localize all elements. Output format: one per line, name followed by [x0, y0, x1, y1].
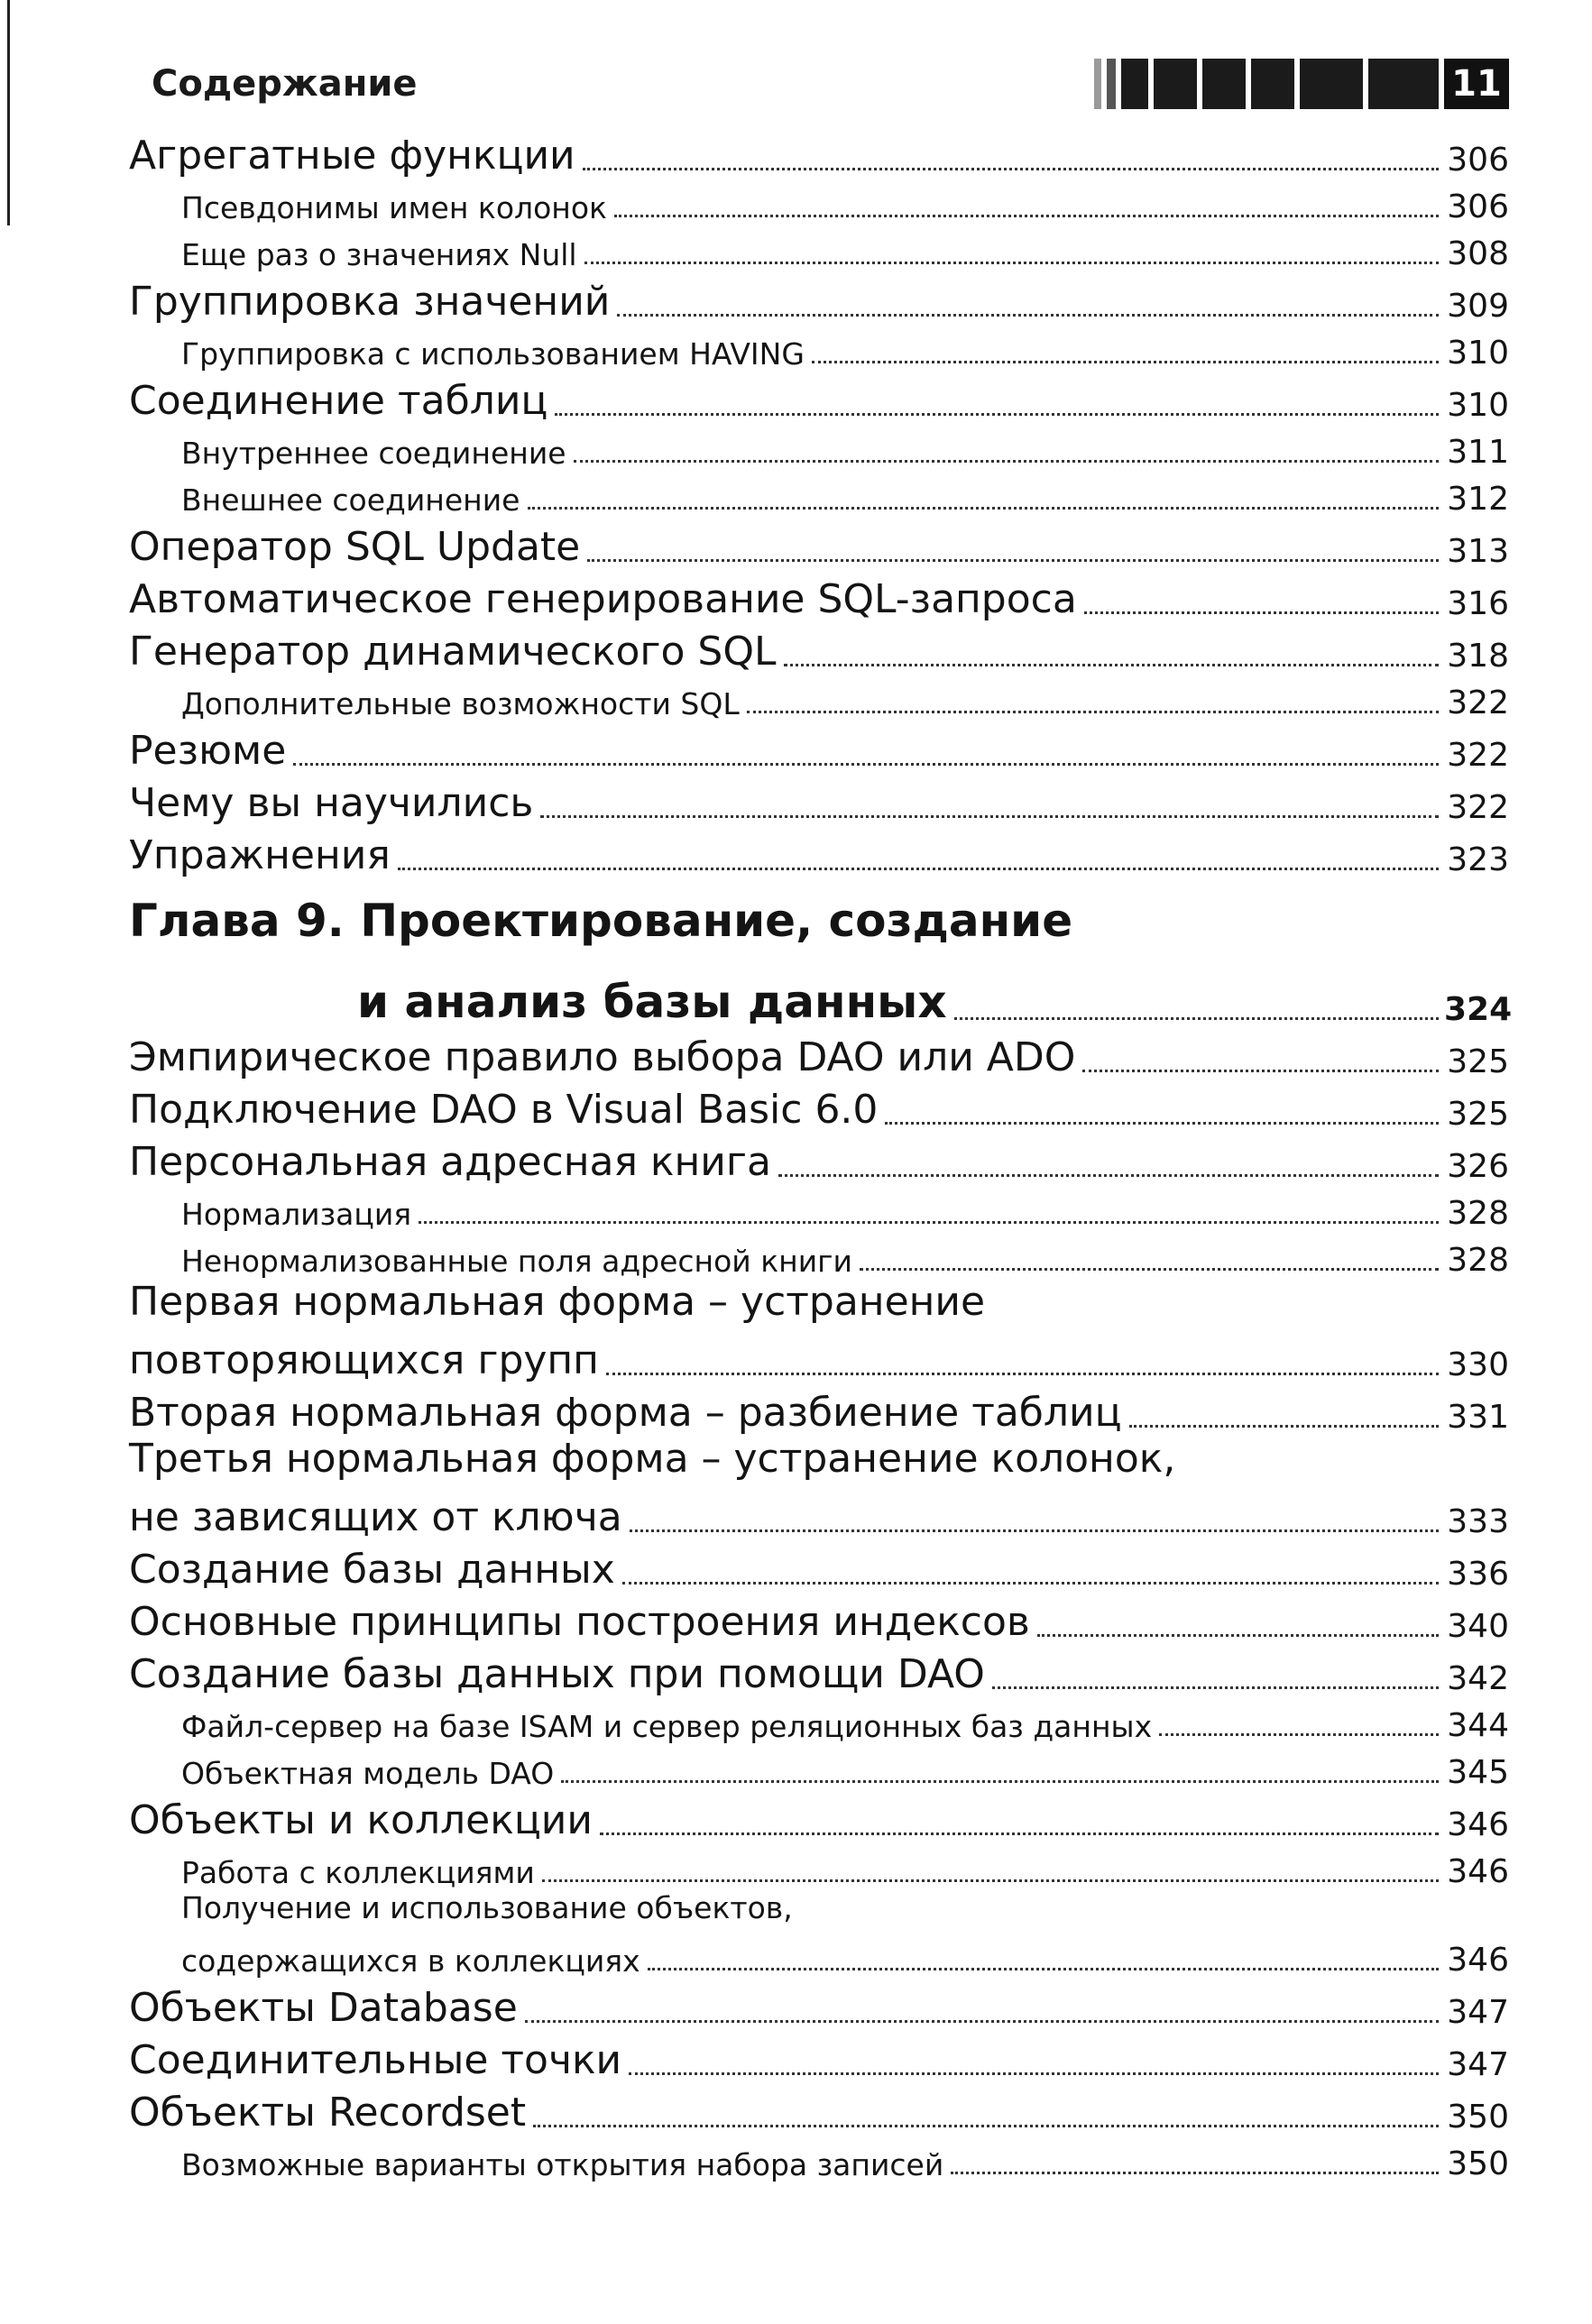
toc-entry	[129, 1080, 1509, 1133]
toc-entry-wrapped-last-line	[129, 1932, 1509, 1979]
entry-title: Вторая нормальная форма – разбиение таблиц	[129, 1390, 1122, 1436]
entry-page: 306	[1447, 142, 1509, 179]
leader-dots	[398, 867, 1439, 870]
running-head-title: Содержание	[152, 63, 418, 105]
entry-page: 342	[1447, 1660, 1509, 1697]
leader-dots	[648, 1967, 1439, 1970]
leader-dots	[561, 1779, 1439, 1783]
entry-title: Объекты Database	[129, 1985, 518, 2031]
entry-page: 322	[1447, 684, 1509, 721]
toc-entry	[129, 2083, 1509, 2136]
leader-dots	[630, 1529, 1439, 1532]
leader-dots	[885, 1121, 1439, 1125]
toc-entry	[129, 424, 1509, 471]
toc-entry	[129, 1744, 1509, 1791]
scan-edge-line	[7, 0, 10, 225]
leader-dots	[533, 2124, 1439, 2127]
entry-title: Ненормализованные поля адресной книги	[181, 1244, 852, 1279]
toc-entry-wrapped-last-line	[129, 1331, 1509, 1383]
entry-title: Чему вы научились	[129, 780, 534, 826]
leader-dots	[419, 1220, 1439, 1224]
leader-dots	[617, 313, 1439, 317]
leader-dots	[528, 506, 1440, 510]
chapter-title-line-2: и анализ базы данных	[357, 976, 947, 1028]
entry-page: 308	[1447, 235, 1509, 272]
leader-dots	[525, 2019, 1439, 2023]
entry-title: Эмпирическое правило выбора DAO или ADO	[129, 1034, 1076, 1080]
bar-segment	[1094, 59, 1101, 109]
leader-dots	[812, 360, 1439, 363]
toc-entry	[129, 570, 1509, 622]
entry-title: Резюме	[129, 728, 287, 774]
entry-page: 336	[1447, 1556, 1509, 1593]
entry-page: 350	[1447, 2099, 1509, 2136]
leader-dots	[1082, 1069, 1439, 1072]
leader-dots	[574, 459, 1439, 463]
chapter-page: 324	[1444, 991, 1513, 1028]
entry-title: Упражнения	[129, 832, 391, 878]
entry-title: Нормализация	[181, 1197, 412, 1232]
entry-title: Автоматическое генерирование SQL-запроса	[129, 576, 1077, 622]
leader-dots	[1037, 1633, 1439, 1637]
leader-dots	[860, 1267, 1439, 1271]
entry-title: Группировка значений	[129, 279, 611, 325]
entry-title: не зависящих от ключа	[129, 1494, 622, 1540]
leader-dots	[542, 1878, 1439, 1882]
entry-page: 346	[1447, 1806, 1509, 1843]
toc-entry-wrapped-first-line: Получение и использование объектов,	[181, 1890, 793, 1925]
leader-dots	[784, 663, 1440, 666]
leader-dots	[583, 167, 1439, 170]
entry-title: Группировка с использованием HAVING	[181, 336, 805, 372]
bar-segment	[1300, 59, 1363, 109]
entry-title: повторяющихся групп	[129, 1337, 599, 1383]
entry-title: Персональная адресная книга	[129, 1139, 771, 1185]
toc-entry	[129, 518, 1509, 570]
entry-title: Работа с коллекциями	[181, 1855, 535, 1890]
entry-title: Подключение DAO в Visual Basic 6.0	[129, 1087, 879, 1133]
entry-page: 344	[1447, 1707, 1509, 1744]
toc-list-part-2	[129, 1028, 1509, 2182]
bar-segment	[1121, 59, 1148, 109]
toc-entry	[129, 1383, 1509, 1436]
leader-dots	[606, 1372, 1439, 1375]
entry-page: 306	[1447, 188, 1509, 225]
entry-page: 328	[1447, 1195, 1509, 1232]
toc-entry	[129, 1645, 1509, 1697]
toc-entry	[129, 126, 1509, 179]
leader-dots	[1084, 611, 1439, 614]
entry-page: 312	[1447, 481, 1509, 518]
header-decorative-bar	[1058, 59, 1509, 109]
toc-entry	[129, 372, 1509, 424]
toc-page	[129, 54, 1513, 2182]
entry-page: 322	[1447, 789, 1509, 826]
chapter-heading	[129, 895, 1513, 1028]
toc-entry	[129, 1843, 1509, 1890]
entry-title: содержащихся в коллекциях	[181, 1943, 640, 1979]
bar-segment	[1107, 59, 1116, 109]
entry-page: 345	[1447, 1754, 1509, 1791]
entry-page: 310	[1447, 387, 1509, 424]
chapter-title-row	[129, 961, 1513, 1028]
leader-dots	[584, 261, 1439, 264]
entry-title: Внутреннее соединение	[181, 436, 566, 471]
toc-entry-wrapped-first-line: Третья нормальная форма – устранение колонок,	[129, 1436, 1176, 1482]
entry-title: Основные принципы построения индексов	[129, 1599, 1030, 1645]
entry-page: 346	[1447, 1942, 1509, 1979]
leader-dots	[951, 2171, 1439, 2174]
toc-entry	[129, 2136, 1509, 2182]
bar-segment	[1251, 59, 1294, 109]
entry-page: 325	[1447, 1043, 1509, 1080]
bar-segment	[1368, 59, 1439, 109]
entry-page: 323	[1447, 841, 1509, 878]
entry-title: Объекты Recordset	[129, 2090, 527, 2136]
leader-dots	[587, 558, 1439, 562]
entry-page: 310	[1447, 335, 1509, 372]
leader-dots	[992, 1686, 1439, 1689]
leader-dots	[1129, 1424, 1439, 1428]
leader-dots	[778, 1173, 1439, 1177]
toc-entry-wrapped-last-line	[129, 1488, 1509, 1540]
toc-entry	[129, 826, 1509, 878]
entry-page: 322	[1447, 737, 1509, 774]
entry-title: Дополнительные возможности SQL	[181, 686, 740, 721]
bar-segment	[1202, 59, 1246, 109]
entry-title: Оператор SQL Update	[129, 524, 581, 570]
entry-title: Генератор динамического SQL	[129, 629, 777, 675]
bar-segment	[1154, 59, 1197, 109]
toc-entry	[129, 1791, 1509, 1843]
toc-entry	[129, 622, 1509, 675]
entry-page: 318	[1447, 638, 1509, 675]
toc-entry	[129, 471, 1509, 518]
entry-page: 328	[1447, 1242, 1509, 1279]
toc-entry-wrapped-first-line: Первая нормальная форма – устранение	[129, 1279, 986, 1325]
leader-dots	[555, 412, 1439, 416]
toc-entry	[129, 179, 1509, 225]
entry-page: 347	[1447, 2046, 1509, 2083]
toc-entry	[129, 325, 1509, 372]
entry-page: 330	[1447, 1346, 1509, 1383]
toc-entry	[129, 1232, 1509, 1279]
toc-entry	[129, 1028, 1509, 1080]
entry-page: 326	[1447, 1148, 1509, 1185]
leader-dots	[629, 2071, 1439, 2075]
entry-title: Возможные варианты открытия набора записей	[181, 2147, 944, 2182]
leader-dots	[1159, 1732, 1439, 1736]
leader-dots	[600, 1832, 1439, 1835]
entry-page: 325	[1447, 1096, 1509, 1133]
entry-title: Соединение таблиц	[129, 378, 548, 424]
toc-entry	[129, 1540, 1509, 1593]
toc-entry	[129, 1185, 1509, 1232]
page-number: 11	[1444, 59, 1509, 109]
leader-dots	[954, 1016, 1439, 1020]
leader-dots	[614, 214, 1439, 217]
entry-page: 313	[1447, 533, 1509, 570]
entry-page: 316	[1447, 585, 1509, 622]
toc-entry	[129, 774, 1509, 826]
entry-page: 309	[1447, 288, 1509, 325]
entry-title: Еще раз о значениях Null	[181, 237, 577, 272]
entry-title: Создание базы данных при помощи DAO	[129, 1651, 985, 1697]
entry-title: Псевдонимы имен колонок	[181, 190, 607, 225]
entry-page: 311	[1447, 434, 1509, 471]
entry-title: Создание базы данных	[129, 1547, 615, 1593]
entry-title: Объектная модель DAO	[181, 1756, 555, 1791]
entry-page: 333	[1447, 1503, 1509, 1540]
entry-title: Агрегатные функции	[129, 133, 575, 179]
toc-entry	[129, 1979, 1509, 2031]
entry-page: 347	[1447, 1994, 1509, 2031]
entry-title: Внешнее соединение	[181, 482, 520, 518]
entry-page: 340	[1447, 1608, 1509, 1645]
entry-page: 346	[1447, 1853, 1509, 1890]
entry-title: Соединительные точки	[129, 2037, 622, 2083]
leader-dots	[747, 710, 1439, 713]
entry-page: 350	[1447, 2145, 1509, 2182]
toc-entry	[129, 1133, 1509, 1185]
entry-title: Файл-сервер на базе ISAM и сервер реляционных баз данных	[181, 1709, 1153, 1744]
leader-dots	[293, 762, 1439, 766]
toc-entry	[129, 1697, 1509, 1744]
page-header	[129, 54, 1509, 126]
toc-entry	[129, 675, 1509, 721]
chapter-title-line-1: Глава 9. Проектирование, создание	[129, 895, 1073, 947]
leader-dots	[622, 1581, 1439, 1585]
toc-entry	[129, 225, 1509, 272]
toc-entry	[129, 2031, 1509, 2083]
entry-title: Объекты и коллекции	[129, 1797, 593, 1843]
toc-entry	[129, 721, 1509, 774]
toc-list-part-1	[129, 126, 1509, 878]
toc-entry	[129, 272, 1509, 325]
toc-entry	[129, 1593, 1509, 1645]
entry-page: 331	[1447, 1399, 1509, 1436]
leader-dots	[540, 814, 1439, 818]
